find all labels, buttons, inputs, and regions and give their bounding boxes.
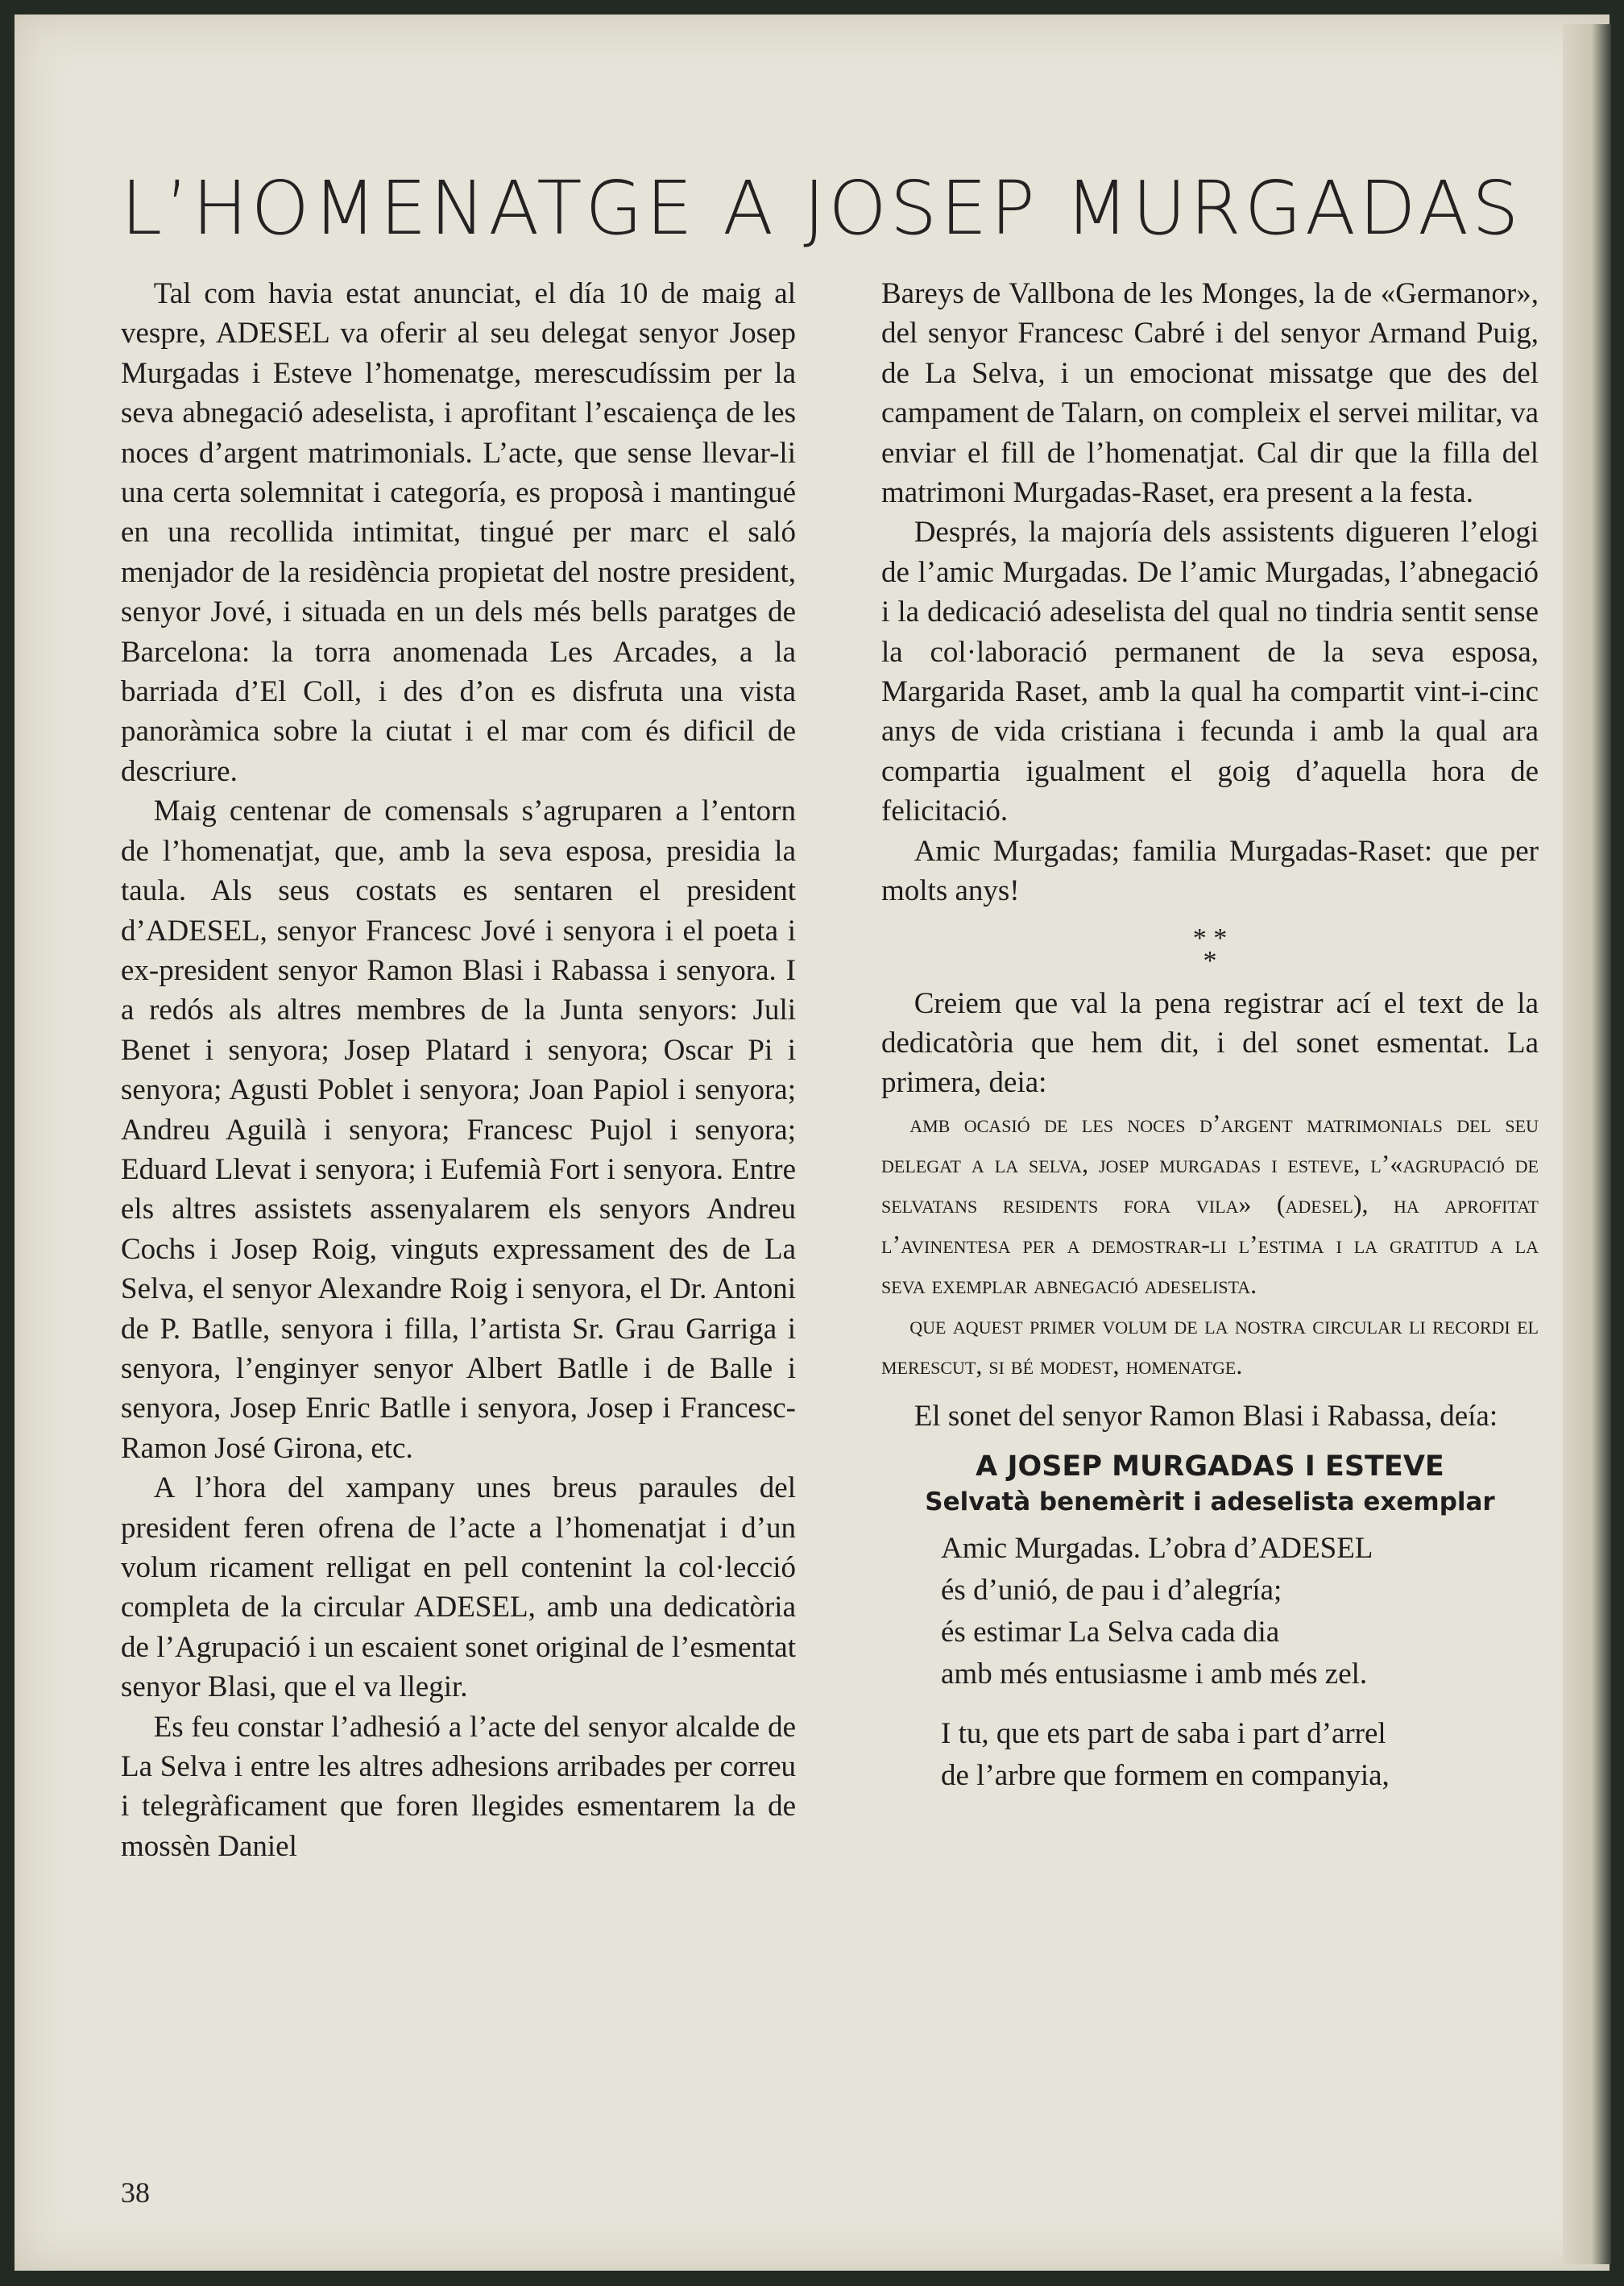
sonnet-line: és d’unió, de pau i d’alegría; [941, 1574, 1282, 1608]
page-edge [1563, 24, 1611, 2264]
paragraph: Es feu constar l’adhesió a l’acte del senyor alcalde de La Selva i entre les altres adhesions arribades per correu i telegràficament que foren llegides esmentarem la de mossèn Daniel [121, 1710, 796, 1863]
section-separator [881, 923, 1539, 984]
sonnet-stanza [941, 1713, 1539, 1797]
left-column [121, 274, 796, 1866]
paragraph: Amic Murgadas; familia Murgadas-Raset: que per molts anys! [881, 834, 1539, 908]
sonnet [941, 1528, 1539, 1797]
paragraph: Després, la majoría dels assistents digueren l’elogi de l’amic Murgadas. De l’amic Murgadas, l’abnegació i la dedicació adeselista del qual no tindria sentit sense la col·laboració permanent de la seva esposa, Margarida Raset, amb la qual ha compartit vint-i-cinc anys de vida cristiana i fecunda i amb la qual ara compartia igualment el goig d’aquella hora de felicitació. [881, 516, 1539, 828]
paragraph: Creiem que val la pena registrar ací el text de la dedicatòria que hem dit, i del sonet esmentat. La primera, deia: [881, 986, 1539, 1100]
sonnet-line: Amic Murgadas. L’obra d’ADESEL [941, 1532, 1373, 1566]
page-number: 38 [121, 2176, 150, 2209]
paragraph: A l’hora del xampany unes breus paraules del president feren ofrena de l’acte a l’homenatjat i d’un volum ricament relligat en pell contenint la col·lecció completa de la circular ADESEL, amb una dedicatòria de l’Agrupació i un escaient sonet original de l’esmentat senyor Blasi, que el va llegir. [121, 1471, 796, 1704]
sonnet-subtitle: Selvatà benemèrit i adeselista exemplar [925, 1487, 1495, 1517]
dedication-text: que aquest primer volum de la nostra circular li recordi el merescut, si bé modest, homenatge. [881, 1309, 1539, 1379]
paragraph: Bareys de Vallbona de les Monges, la de «Germanor», del senyor Francesc Cabré i del senyor Armand Puig, de La Selva, i un emocionat missatge que des del campament de Talarn, on compleix el servei militar, va enviar el fill de l’homenatjat. Cal dir que la filla del matrimoni Murgadas-Raset, era present a la festa. [881, 277, 1539, 510]
sonnet-line: I tu, que ets part de saba i part d’arrel [941, 1717, 1386, 1751]
article-title: L’HOMENATGE A JOSEP MURGADAS [121, 165, 1522, 251]
paragraph: El sonet del senyor Ramon Blasi i Rabassa, deía: [914, 1399, 1498, 1433]
paragraph: Maig centenar de comensals s’agruparen a l’entorn de l’homenatjat, que, amb la seva esposa, presidia la taula. Als seus costats es sentaren el president d’ADESEL, senyor Francesc Jové i senyora i el poeta i ex-president senyor Ramon Blasi i Rabassa i senyora. I a redós als altres membres de la Junta senyors: Juli Benet i senyora; Josep Platard i senyora; Oscar Pi i senyora; Agusti Poblet i senyora; Joan Papiol i senyora; Andreu Aguilà i senyora; Francesc Pujol i senyora; Eduard Llevat i senyora; i Eufemià Fort i senyora. Entre els altres assistets assenyalarem els senyors Andreu Cochs i Josep Roig, vinguts expressament des de La Selva, el senyor Alexandre Roig i senyora, el Dr. Antoni de P. Batlle, senyora i filla, l’artista Sr. Grau Garriga i senyora, l’enginyer senyor Albert Batlle i de Balle i senyora, Josep Enric Batlle i senyora, Josep i Francesc-Ramon José Girona, etc. [121, 794, 796, 1465]
separator-stars-bottom: * [1203, 945, 1217, 976]
sonnet-title: A JOSEP MURGADAS I ESTEVE [976, 1450, 1444, 1483]
sonnet-line: de l’arbre que formem en companyia, [941, 1759, 1390, 1793]
sonnet-stanza [941, 1528, 1539, 1695]
right-column [881, 274, 1539, 1815]
dedication-text: amb ocasió de les noces d’argent matrimonials del seu delegat a la selva, josep murgadas i esteve, l’«agrupació de selvatans residents fora vila» (adesel), ha aprofitat l’avinentesa per a demostrar-li l’estima i la gratitud a la seva exemplar abnegació adeselista. [881, 1108, 1539, 1299]
paragraph: Tal com havia estat anunciat, el día 10 de maig al vespre, ADESEL va oferir al seu delegat senyor Josep Murgadas i Esteve l’homenatge, merescudíssim per la seva abnegació adeselista, i aprofitant l’escaiença de les noces d’argent matrimonials. L’acte, que sense llevar-li una certa solemnitat i categoría, es proposà i mantingué en una recollida intimitat, tingué per marc el saló menjador de la residència propietat del nostre president, senyor Jové, i situada en un dels més bells paratges de Barcelona: la torra anomenada Les Arcades, a la barriada d’El Coll, i des d’on es disfruta una vista panoràmica sobre la ciutat i el mar com és dificil de descriure. [121, 277, 796, 788]
separator-stars-top: * * [1192, 923, 1228, 953]
sonnet-line: és estimar La Selva cada dia [941, 1616, 1280, 1649]
sonnet-line: amb més entusiasme i amb més zel. [941, 1657, 1368, 1691]
